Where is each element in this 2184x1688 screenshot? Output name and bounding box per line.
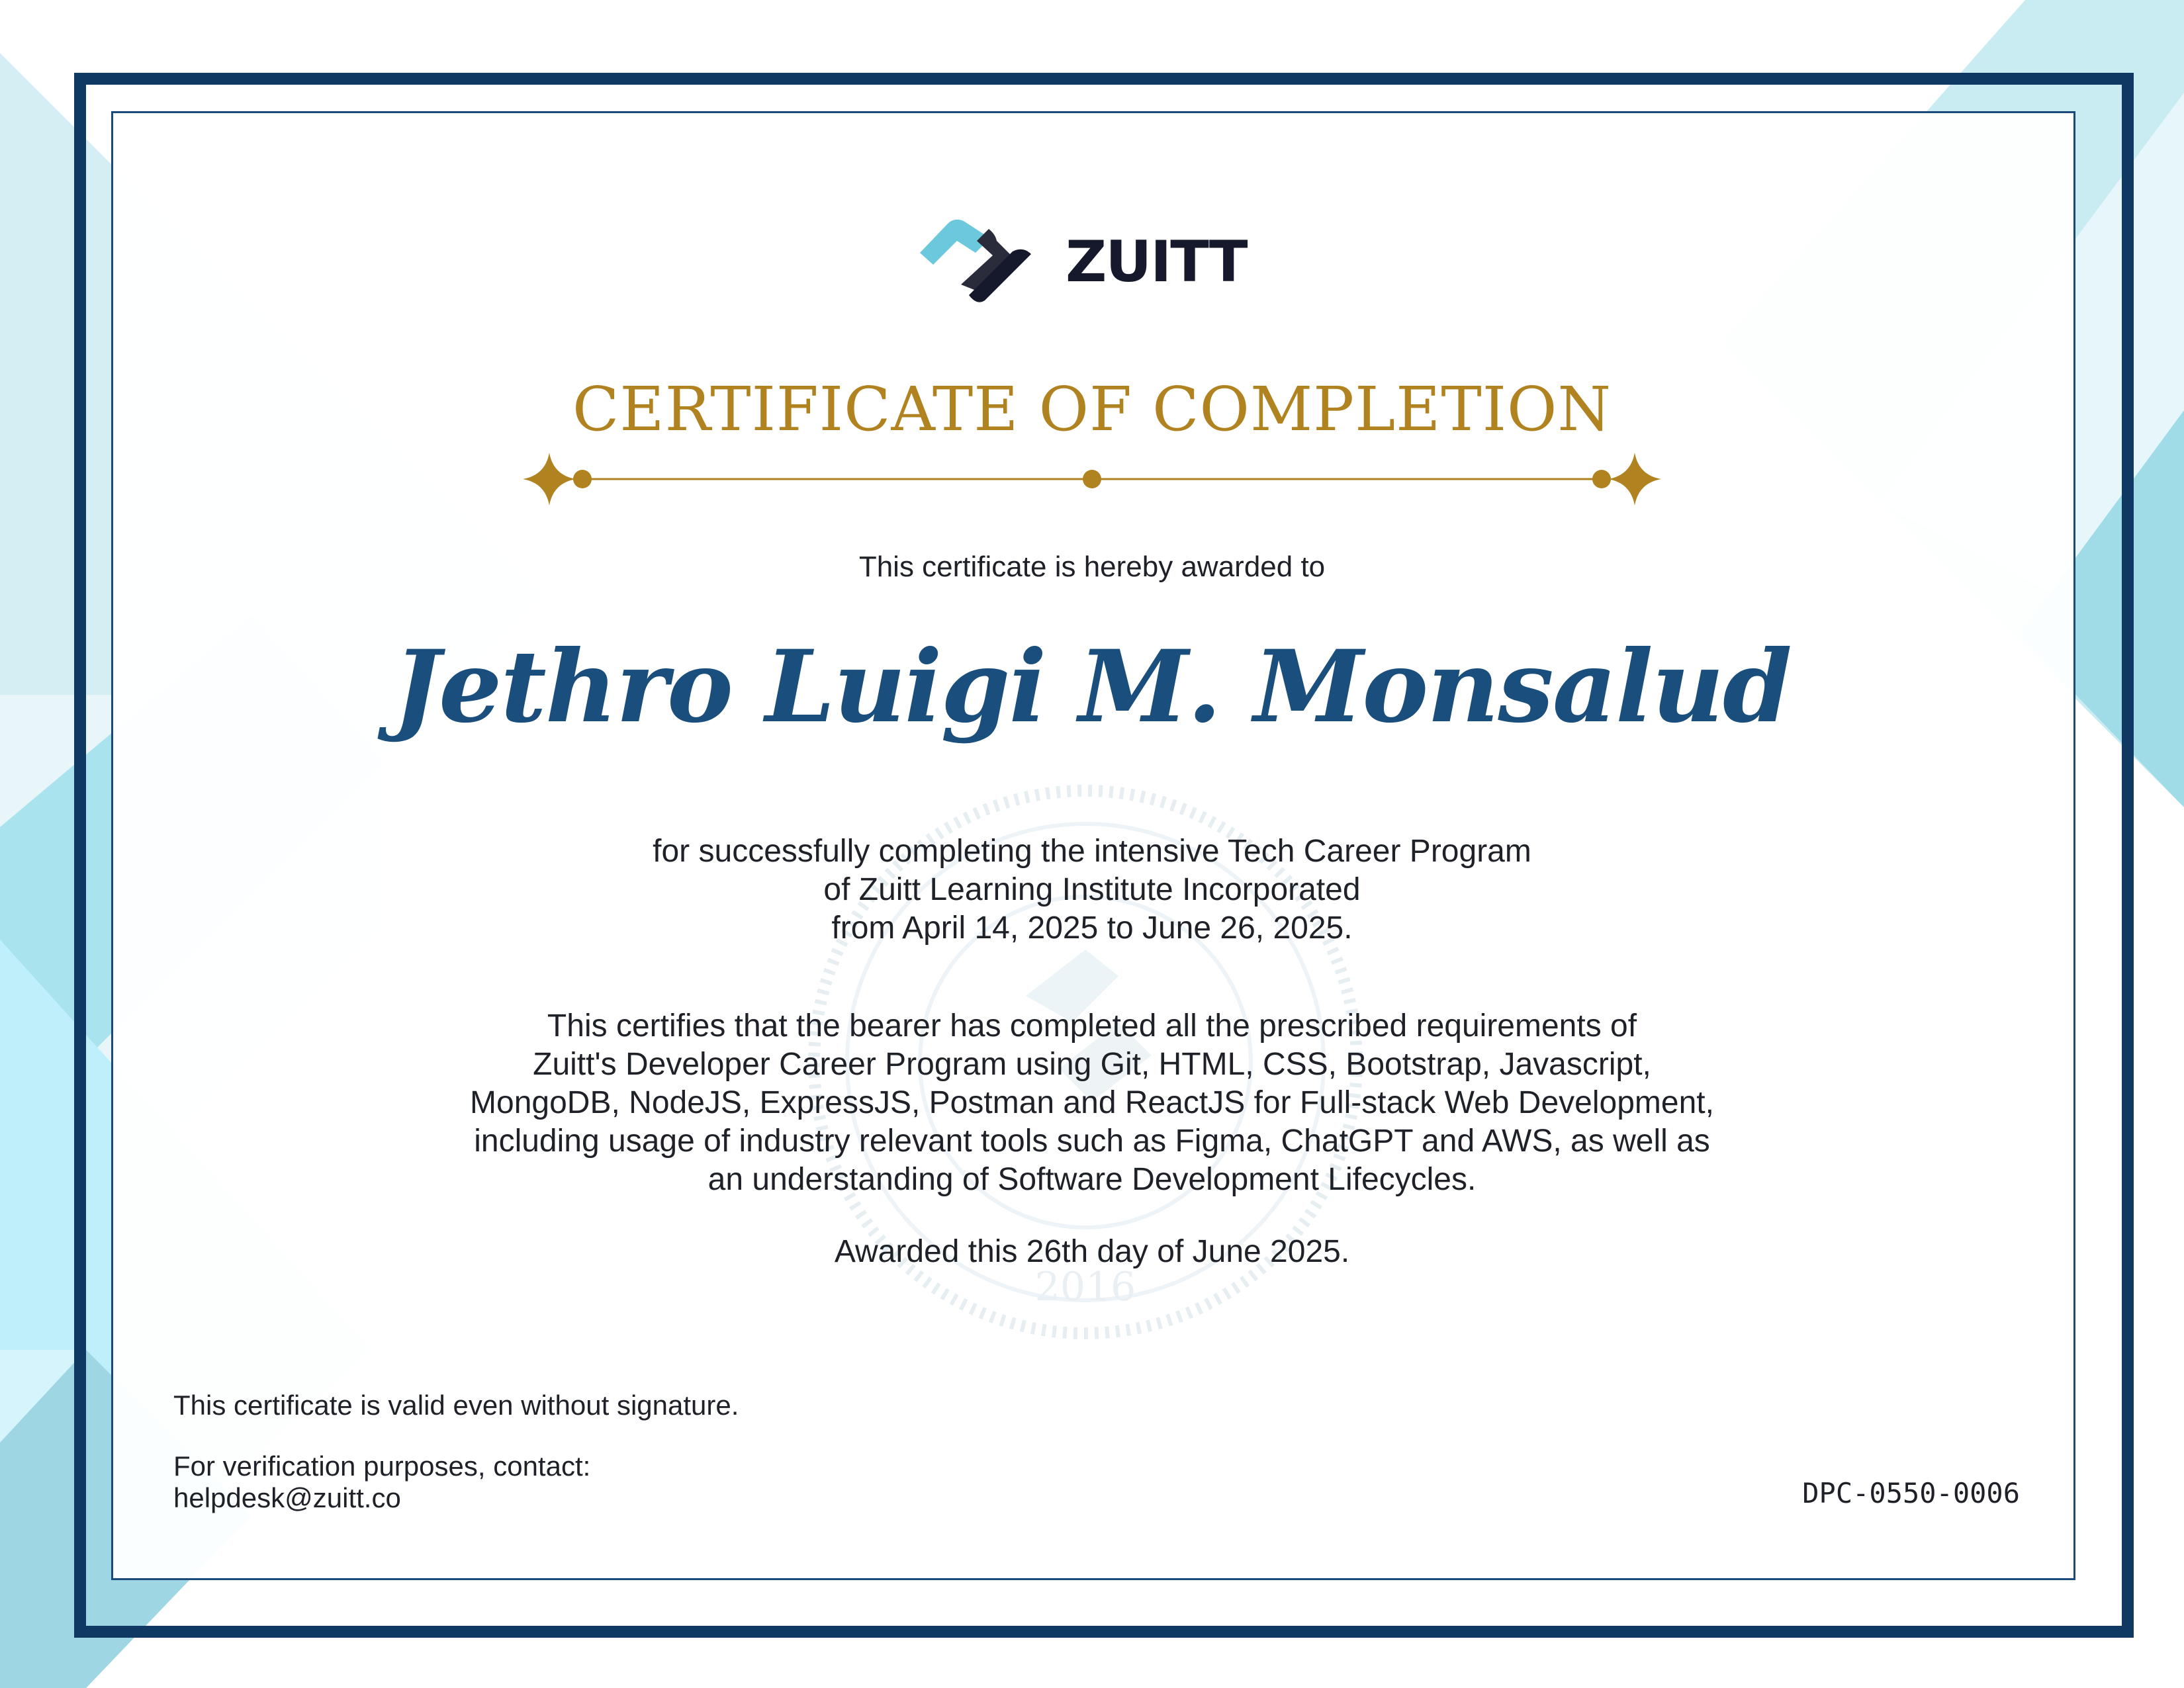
program-description: [0, 832, 2184, 948]
requirements-line: an understanding of Software Development Lifecycles.: [707, 1162, 1477, 1197]
contact-email: helpdesk@zuitt.co: [173, 1482, 401, 1513]
certificate-id: DPC-0550-0006: [1802, 1477, 2020, 1509]
certificate-title: CERTIFICATE OF COMPLETION: [572, 374, 1612, 445]
awarded-date: Awarded this 26th day of June 2025.: [834, 1234, 1350, 1269]
requirements-line: MongoDB, NodeJS, ExpressJS, Postman and ReactJS for Full-stack Web Development,: [470, 1085, 1714, 1120]
validity-note: This certificate is valid even without signature.: [173, 1390, 739, 1421]
sparkle-left-icon: [523, 453, 576, 506]
title-divider-ornament: [516, 443, 1668, 510]
requirements-line: Zuitt's Developer Career Program using Git, HTML, CSS, Bootstrap, Javascript,: [533, 1047, 1651, 1082]
requirements-description: [0, 1007, 2184, 1199]
program-line: from April 14, 2025 to June 26, 2025.: [831, 911, 1353, 946]
sparkle-right-icon: [1608, 453, 1661, 506]
requirements-line: This certifies that the bearer has completed all the prescribed requirements of: [547, 1008, 1637, 1044]
program-line: for successfully completing the intensive Tech Career Program: [653, 834, 1531, 869]
contact-label: For verification purposes, contact:: [173, 1450, 591, 1482]
requirements-line: including usage of industry relevant tools such as Figma, ChatGPT and AWS, as well as: [474, 1124, 1710, 1159]
seal-year: 2016: [1034, 1264, 1136, 1310]
brand-name: ZUITT: [1066, 229, 1247, 295]
recipient-name: Jethro Luigi M. Monsalud: [393, 629, 1791, 745]
program-line: of Zuitt Learning Institute Incorporated: [823, 872, 1361, 907]
awarded-to-intro: This certificate is hereby awarded to: [858, 551, 1326, 583]
